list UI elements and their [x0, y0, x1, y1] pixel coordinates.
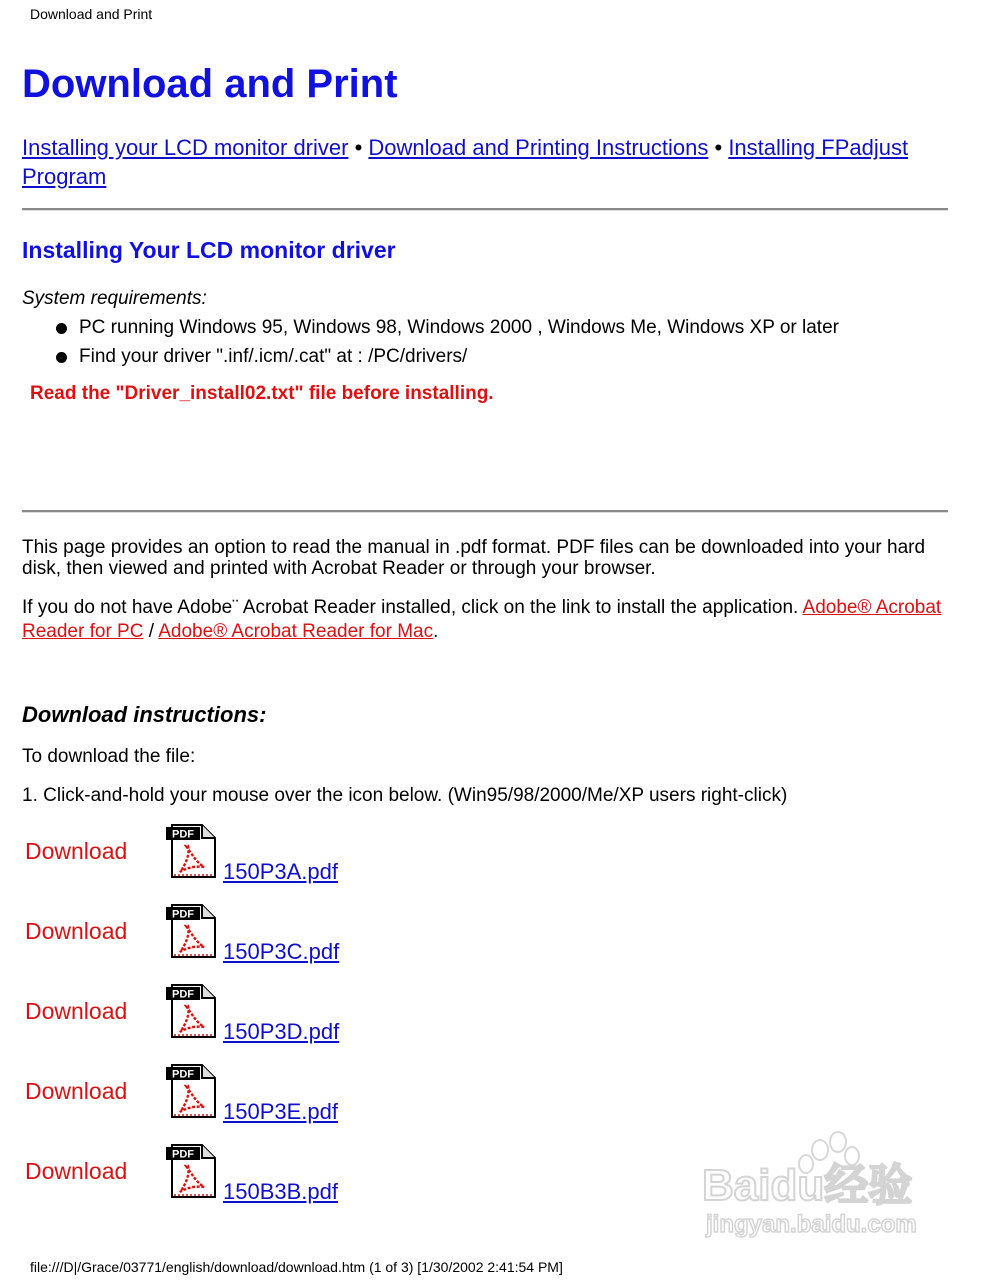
- pdf-file-icon[interactable]: [166, 984, 216, 1040]
- link-acrobat-pc[interactable]: Adobe® Acrobat Reader for PC: [22, 597, 942, 642]
- download-row: [0, 984, 989, 1054]
- link-installing-driver[interactable]: Installing your LCD monitor driver: [22, 135, 349, 160]
- download-label: Download: [25, 1158, 128, 1184]
- pdf-icon-label: PDF: [172, 828, 194, 841]
- list-item-text: PC running Windows 95, Windows 98, Windows 2000 , Windows Me, Windows XP or later: [79, 317, 839, 338]
- nav-separator: •: [348, 135, 369, 160]
- download-row: [0, 1064, 989, 1134]
- download-label: Download: [25, 1078, 128, 1104]
- divider: [22, 510, 948, 513]
- download-line-1: To download the file:: [22, 746, 196, 767]
- nav-links: [22, 133, 952, 191]
- pdf-file-link[interactable]: 150P3A.pdf: [223, 859, 338, 884]
- pdf-file-icon[interactable]: [166, 1064, 216, 1120]
- watermark-text: Baidu经验: [702, 1161, 913, 1210]
- download-label: Download: [25, 918, 128, 944]
- pdf-icon-label: PDF: [172, 1068, 194, 1081]
- acrobat-text: If you do not have Adobe¨ Acrobat Reader installed, click on the link to install the application.: [22, 597, 803, 618]
- download-label: Download: [25, 838, 128, 864]
- download-instructions-heading: Download instructions:: [22, 702, 267, 727]
- download-row: [0, 904, 989, 974]
- list-item: [56, 317, 839, 339]
- link-acrobat-mac[interactable]: Adobe® Acrobat Reader for Mac: [158, 621, 434, 642]
- nav-separator: •: [708, 135, 729, 160]
- bullet-icon: [56, 323, 67, 334]
- pdf-icon-label: PDF: [172, 1148, 194, 1161]
- install-warning: Read the "Driver_install02.txt" file before installing.: [30, 383, 494, 404]
- pdf-file-link[interactable]: 150P3E.pdf: [223, 1099, 338, 1124]
- download-row: [0, 824, 989, 894]
- divider: [22, 208, 948, 211]
- list-item: [56, 346, 467, 368]
- page-title: Download and Print: [22, 62, 398, 106]
- pdf-file-icon[interactable]: [166, 824, 216, 880]
- pdf-file-link[interactable]: 150B3B.pdf: [223, 1179, 338, 1204]
- acrobat-paragraph: [22, 596, 952, 644]
- baidu-watermark-logo: [700, 1130, 940, 1240]
- list-item-text: Find your driver ".inf/.icm/.cat" at : /PC/drivers/: [79, 346, 468, 367]
- download-line-2: 1. Click-and-hold your mouse over the icon below. (Win95/98/2000/Me/XP users right-click): [22, 785, 788, 806]
- pdf-file-link[interactable]: 150P3D.pdf: [223, 1019, 340, 1044]
- period: .: [433, 621, 439, 642]
- pdf-file-link[interactable]: 150P3C.pdf: [223, 939, 340, 964]
- footer-file-path: file:///D|/Grace/03771/english/download/download.htm (1 of 3) [1/30/2002 2:41:54 PM]: [30, 1259, 563, 1275]
- section-title-driver: Installing Your LCD monitor driver: [22, 237, 396, 263]
- watermark-url: jingyan.baidu.com: [706, 1211, 917, 1238]
- system-requirements-label: System requirements:: [22, 288, 207, 309]
- pdf-icon-label: PDF: [172, 988, 194, 1001]
- bullet-icon: [56, 352, 67, 363]
- pdf-file-icon[interactable]: [166, 1144, 216, 1200]
- pdf-info-paragraph: This page provides an option to read the manual in .pdf format. PDF files can be downloaded into your hard disk, then viewed and printed with Acrobat Reader or through your browser.: [22, 537, 926, 579]
- pdf-icon-label: PDF: [172, 908, 194, 921]
- download-label: Download: [25, 998, 128, 1024]
- link-installing-fpadjust[interactable]: Installing FPadjust Program: [22, 135, 909, 189]
- page-header-title: Download and Print: [30, 6, 153, 22]
- link-separator: /: [143, 621, 159, 642]
- pdf-file-icon[interactable]: [166, 904, 216, 960]
- link-download-printing[interactable]: Download and Printing Instructions: [368, 135, 709, 160]
